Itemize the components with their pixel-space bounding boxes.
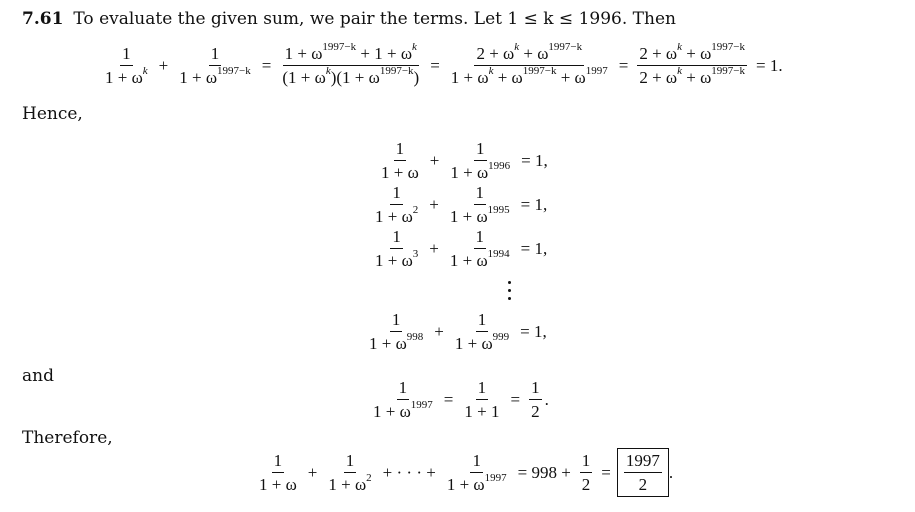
combined-fraction: $\frac{1 + \omega^{1997-k} + 1 + \omega^k}{(1 + \omega^k)(1 + \omega^{1997-k})}$: [282, 41, 420, 87]
equation-row-2: $\frac{1}{1 + \omega^2}$ + $\frac{1}{1 + \omega^{1995}}$ = 1,: [375, 183, 548, 226]
final-equation: $\frac{1}{1 + \omega}$ + $\frac{1}{1 + \omega^2}$ + · · · + $\frac{1}{1 + \omega^{1997}}$ = 998 + $\frac{1}{2}$ = $\frac{1997}{2}$ .: [254, 448, 673, 497]
pair-result: = 1.: [756, 55, 783, 75]
pair-equation: $\frac{1}{1 + \omega^k}$ + $\frac{1}{1 + \omega^{1997-k}}$ = $\frac{1 + \omega^{1997-k} + 1 + \omega^k}{(1 + \omega^k)(1 + \omega^{1997-k})}$ = $\frac{2 + \omega^k + \omega^{1997-k}}{1 + \omega^k + \omega^{1997-k} + \omega^{1997}}$ = $\frac{2 + \omega^k + \omega^{1997-k}}{2 + \omega^k + \omega^{1997-k}}$ = 1.: [105, 41, 783, 87]
and-equation: $\frac{1}{1 + \omega^{1997}}$ = $\frac{1}{1 + 1}$ = $\frac{1}{2}$ .: [373, 378, 549, 421]
problem-number: 7.61: [22, 9, 64, 29]
expanded-fraction: $\frac{2 + \omega^k + \omega^{1997-k}}{1 + \omega^k + \omega^{1997-k} + \omega^{1997}}$: [450, 41, 608, 87]
boxed-answer: $\frac{1997}{2}$: [617, 448, 669, 497]
simplified-fraction: $\frac{2 + \omega^k + \omega^{1997-k}}{2 + \omega^k + \omega^{1997-k}}$: [639, 41, 746, 87]
hence-label: Hence,: [22, 104, 83, 124]
intro-text: To evaluate the given sum, we pair the terms. Let 1 ≤ k ≤ 1996. Then: [73, 9, 676, 29]
and-label: and: [22, 366, 54, 386]
equation-row-3: $\frac{1}{1 + \omega^3}$ + $\frac{1}{1 + \omega^{1994}}$ = 1,: [375, 227, 548, 270]
equation-row-last: $\frac{1}{1 + \omega^{998}}$ + $\frac{1}{1 + \omega^{999}}$ = 1,: [369, 310, 547, 353]
term-fraction: $\frac{1}{1 + \omega^{1997-k}}$: [179, 44, 251, 87]
equation-row-1: $\frac{1}{1 + \omega}$ + $\frac{1}{1 + \omega^{1996}}$ = 1,: [381, 139, 548, 182]
term-fraction: $\frac{1}{1 + \omega^k}$: [105, 44, 148, 87]
vertical-ellipsis: [505, 280, 515, 302]
therefore-label: Therefore,: [22, 428, 113, 448]
intro-line: [22, 9, 676, 29]
